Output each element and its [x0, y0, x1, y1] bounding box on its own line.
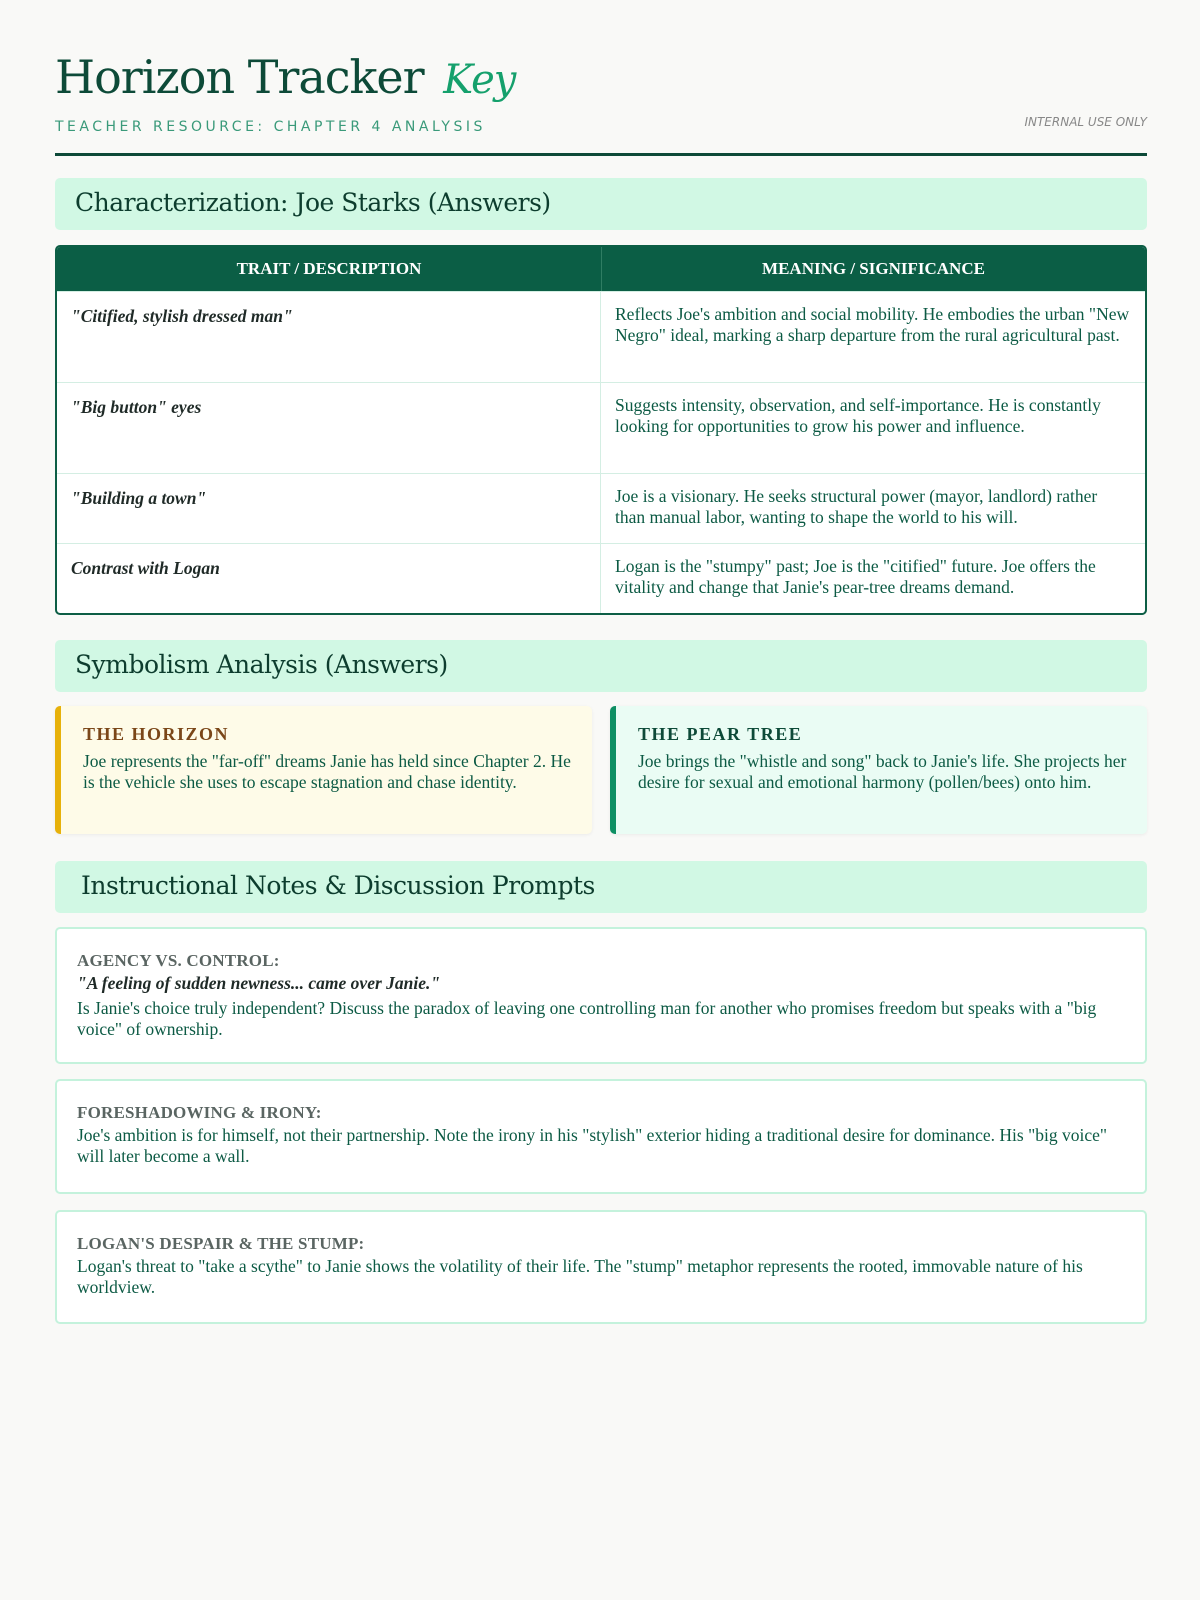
note-card [55, 1210, 1147, 1324]
card-title: THE PEAR TREE [638, 724, 803, 744]
meaning-cell: Suggests intensity, observation, and self-importance. He is constantly looking for opportunities to grow his power and influence. [601, 382, 1145, 473]
note-card [55, 927, 1147, 1064]
meaning-cell: Joe is a visionary. He seeks structural power (mayor, landlord) rather than manual labor, wanting to shape the world to his will. [601, 473, 1145, 543]
header-divider [55, 153, 1147, 156]
page-title [55, 50, 515, 104]
meaning-cell: Logan is the "stumpy" past; Joe is the "citified" future. Joe offers the vitality and change that Janie's pear-tree dreams demand. [601, 543, 1145, 613]
note-title: AGENCY VS. CONTROL: [77, 951, 280, 970]
section-heading-notes: Instructional Notes & Discussion Prompts [55, 861, 1147, 913]
note-card [55, 1079, 1147, 1194]
column-header: TRAIT / DESCRIPTION [57, 247, 601, 291]
note-title: LOGAN'S DESPAIR & THE STUMP: [77, 1234, 365, 1253]
section-heading-symbolism: Symbolism Analysis (Answers) [55, 640, 1147, 692]
trait-cell: "Building a town" [57, 473, 601, 543]
internal-label: INTERNAL USE ONLY [1024, 115, 1147, 129]
title-text: Horizon Tracker [55, 50, 424, 104]
symbol-card-pear-tree [610, 706, 1147, 834]
trait-cell: "Big button" eyes [57, 382, 601, 473]
meaning-cell: Reflects Joe's ambition and social mobility. He embodies the urban "New Negro" ideal, marking a sharp departure from the rural agricultural past. [601, 291, 1145, 382]
section-heading-characterization: Characterization: Joe Starks (Answers) [55, 178, 1147, 230]
characterization-table [55, 245, 1147, 615]
table-row [57, 473, 1145, 543]
trait-cell: Contrast with Logan [57, 543, 601, 613]
title-accent: Key [443, 57, 516, 103]
card-text: Joe brings the "whistle and song" back to Janie's life. She projects her desire for sexual and emotional harmony (pollen/bees) onto him. [638, 751, 1127, 792]
table-row [57, 382, 1145, 473]
note-title: FORESHADOWING & IRONY: [77, 1103, 322, 1122]
table-row [57, 543, 1145, 613]
note-text: Is Janie's choice truly independent? Discuss the paradox of leaving one controlling man for another who promises freedom but speaks with a "big voice" of ownership. [77, 998, 1097, 1039]
note-text: Joe's ambition is for himself, not their partnership. Note the irony in his "stylish" exterior hiding a traditional desire for dominance. His "big voice" will later become a wall. [77, 1125, 1107, 1166]
note-text: Logan's threat to "take a scythe" to Janie shows the volatility of their life. The "stump" metaphor represents the rooted, immovable nature of his worldview. [77, 1256, 1083, 1297]
subtitle: TEACHER RESOURCE: CHAPTER 4 ANALYSIS [55, 119, 486, 135]
card-text: Joe represents the "far-off" dreams Janie has held since Chapter 2. He is the vehicle she uses to escape stagnation and chase identity. [83, 751, 571, 792]
column-header: MEANING / SIGNIFICANCE [601, 247, 1145, 291]
table-row [57, 291, 1145, 382]
card-title: THE HORIZON [83, 724, 230, 744]
trait-cell: "Citified, stylish dressed man" [57, 291, 601, 382]
note-quote: "A feeling of sudden newness... came over Janie." [77, 973, 441, 993]
symbol-card-horizon [55, 706, 592, 834]
